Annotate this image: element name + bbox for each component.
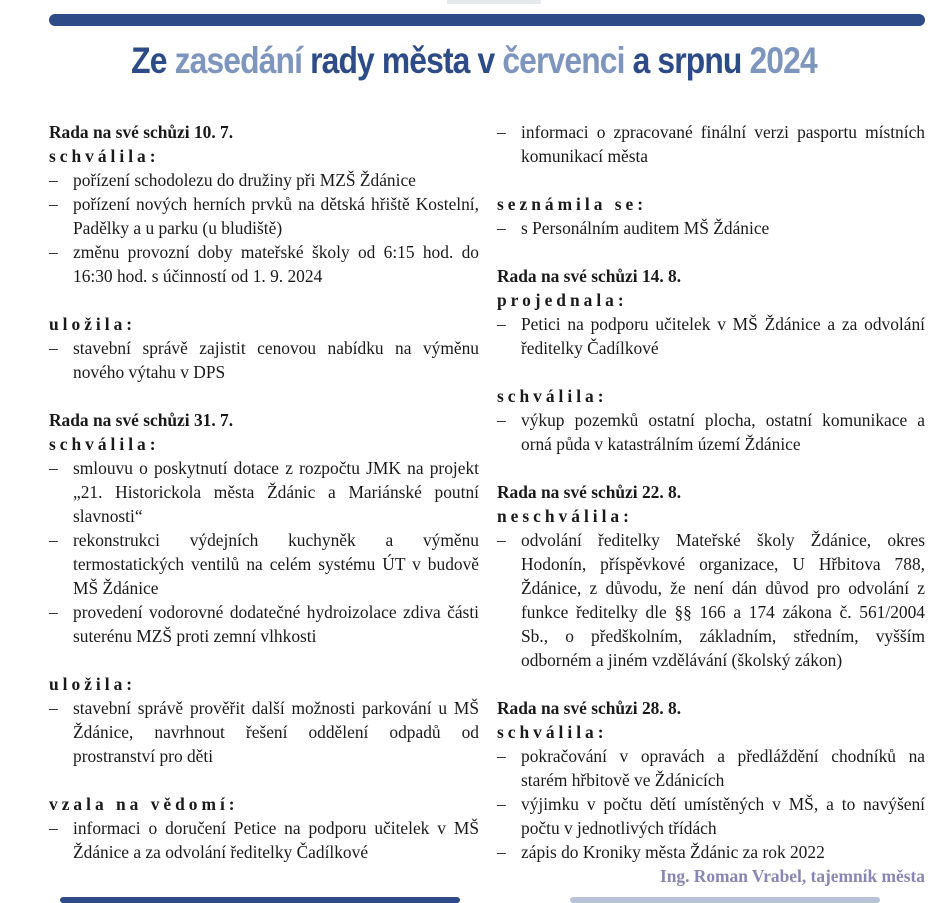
list-item: – informaci o doručení Petice na podporu učitelek v MŠ Ždánice a za odvolání ředitelky Čadílkové [49, 816, 479, 864]
footer-bar-left [60, 897, 460, 903]
title-part: 2024 [749, 40, 817, 81]
list-item: – výjimku v počtu dětí umístěných v MŠ, a to navýšení počtu v jednotlivých třídách [497, 792, 925, 840]
list-item: – výkup pozemků ostatní plocha, ostatní komunikace a orná půda v katastrálním území Ždánice [497, 408, 925, 456]
list-item: – informaci o zpracované finální verzi pasportu místních komunikací města [497, 120, 925, 168]
list-item: – zápis do Kroniky města Ždánic za rok 2022 [497, 840, 925, 864]
meeting-heading: Rada na své schůzi 31. 7. [49, 410, 234, 430]
list-item: – odvolání ředitelky Mateřské školy Ždánice, okres Hodonín, příspěvkové organizace, U Hřbitova 788, Ždánice, z důvodu, že není dán důvod pro odvolání z funkce ředitelky dle §§ 166 a 174 zákona č. 561/2004 Sb., o předškolním, základním, středním, vyšším odborném a jiném vzdělávání (školský zákon) [497, 528, 925, 672]
list-item: – pokračování v opravách a předláždění chodníků na starém hřbitově ve Ždánicích [497, 744, 925, 792]
section-label: projednala: [497, 290, 628, 310]
list-item: – Petici na podporu učitelek v MŠ Ždánice a za odvolání ředitelky Čadílkové [497, 312, 925, 360]
list-item: – pořízení schodolezu do družiny při MZŠ Ždánice [49, 168, 479, 192]
meeting-heading: Rada na své schůzi 22. 8. [497, 482, 682, 502]
right-column [497, 120, 925, 888]
list-item: – změnu provozní doby mateřské školy od 6:15 hod. do 16:30 hod. s účinností od 1. 9. 2024 [49, 240, 479, 288]
list-item: – pořízení nových herních prvků na dětská hřiště Kostelní, Padělky a u parku (u bludiště) [49, 192, 479, 240]
section-label: schválila: [497, 386, 608, 406]
page-title [66, 40, 881, 82]
section-label: schválila: [49, 146, 160, 166]
top-edge-mark [447, 0, 541, 4]
section-label: uložila: [49, 314, 137, 334]
section-label: schválila: [49, 434, 160, 454]
section-label: seznámila se: [497, 194, 648, 214]
title-part: a srpnu [632, 40, 742, 81]
title-part: Ze [131, 40, 167, 81]
signature: Ing. Roman Vrabel, tajemník města [659, 866, 925, 886]
list-item: – provedení vodorovné dodatečné hydroizolace zdiva části suterénu MZŠ proti zemní vlhkosti [49, 600, 479, 648]
section-label: vzala na vědomí: [49, 794, 239, 814]
title-part: rady města v [310, 40, 495, 81]
left-column [49, 120, 479, 864]
section-label: neschválila: [497, 506, 633, 526]
list-item: – smlouvu o poskytnutí dotace z rozpočtu JMK na projekt „21. Historickola města Ždánic a Mariánské poutní slavnosti“ [49, 456, 479, 528]
list-item: – stavební správě prověřit další možnosti parkování u MŠ Ždánice, navrhnout řešení oddělení odpadů od prostranství pro děti [49, 696, 479, 768]
section-label: schválila: [497, 722, 608, 742]
list-item: – rekonstrukci výdejních kuchyněk a výměnu termostatických ventilů na celém systému ÚT v budově MŠ Ždánice [49, 528, 479, 600]
meeting-heading: Rada na své schůzi 14. 8. [497, 266, 682, 286]
meeting-heading: Rada na své schůzi 10. 7. [49, 122, 234, 142]
list-item: – stavební správě zajistit cenovou nabídku na výměnu nového výtahu v DPS [49, 336, 479, 384]
meeting-heading: Rada na své schůzi 28. 8. [497, 698, 682, 718]
footer-bar-right [570, 897, 880, 903]
title-part: červenci [502, 40, 625, 81]
header-bar [49, 14, 925, 26]
section-label: uložila: [49, 674, 137, 694]
title-part: zasedání [174, 40, 303, 81]
list-item: – s Personálním auditem MŠ Ždánice [497, 216, 925, 240]
